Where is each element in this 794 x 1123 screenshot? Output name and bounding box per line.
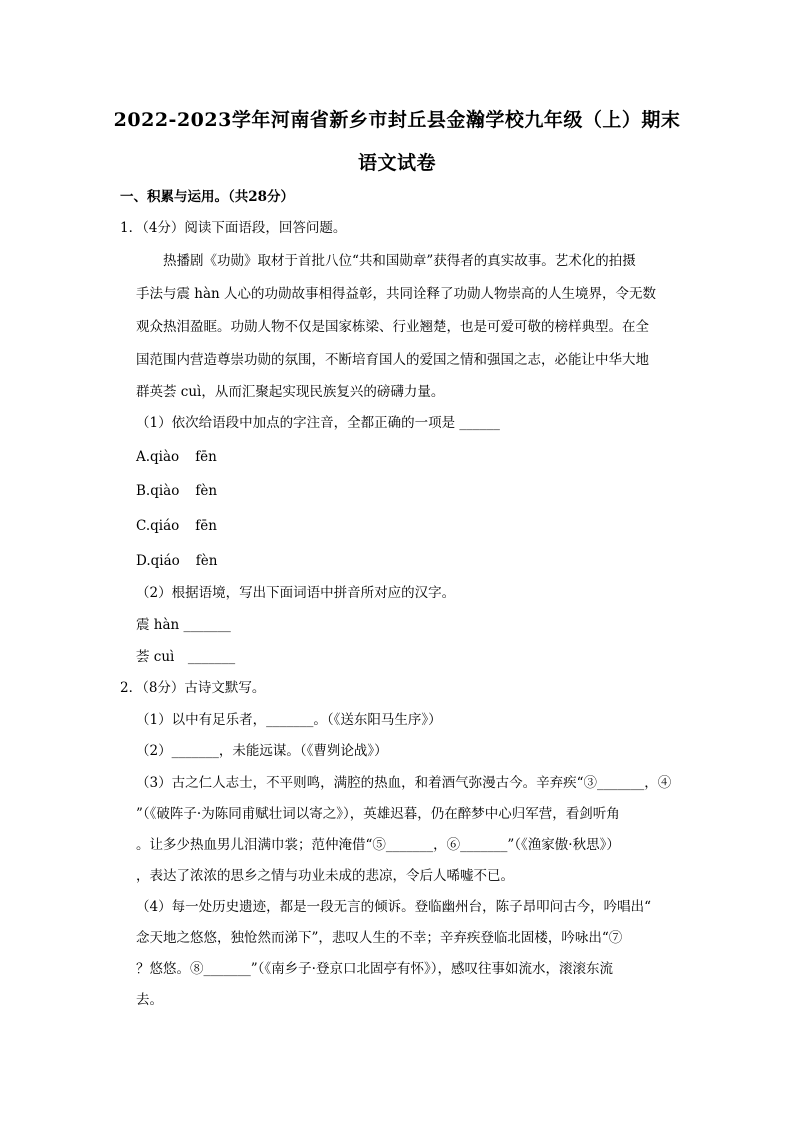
poem-line: （1）以中有足乐者，_______。（《送东阳马生序》） (136, 712, 442, 728)
fill-blank-item: 震 hàn _______ (136, 617, 231, 633)
poem-line: （4）每一处历史遗迹，都是一段无言的倾诉。登临幽州台，陈子昂叩问古今，吟唱出“ (136, 899, 651, 915)
question-2-stem: 2．（8分）古诗文默写。 (120, 680, 266, 696)
poem-line: ？悠悠。⑧_______”（《南乡子·登京口北固亭有怀》），感叹往事如流水，滚滚东流 (136, 961, 613, 977)
option-letter: A.qiào (136, 449, 180, 465)
page-title-line1: 2022-2023学年河南省新乡市封丘县金瀚学校九年级（上）期末 (113, 109, 681, 131)
passage-line: 群英荟 cuì，从而汇聚起实现民族复兴的磅礴力量。 (136, 384, 445, 400)
poem-line: ，表达了浓浓的思乡之情与功业未成的悲凉，令后人唏嘘不已。 (136, 868, 514, 884)
option-letter: D.qiáo (136, 553, 180, 569)
poem-line: 去。 (136, 992, 163, 1008)
sub-question-2: （2）根据语境，写出下面词语中拼音所对应的汉字。 (136, 585, 456, 601)
option-b (136, 482, 217, 500)
page-title-line2: 语文试卷 (357, 152, 436, 174)
option-letter: C.qiáo (136, 518, 180, 534)
option-d (136, 552, 217, 570)
sub-question-1: （1）依次给语段中加点的字注音，全都正确的一项是 ______ (136, 415, 500, 431)
option-pinyin: fèn (195, 553, 218, 569)
section-heading: 一、积累与运用。（共28分） (120, 189, 295, 205)
fill-blank-item: 荟 cuì _______ (136, 649, 236, 665)
poem-line: 念天地之悠悠，独怆然而涕下”，悲叹人生的不幸；辛弃疾登临北固楼，吟咏出“⑦ (136, 930, 623, 946)
question-1-stem: 1．（4分）阅读下面语段，回答问题。 (120, 220, 347, 236)
poem-line: ”（《破阵子·为陈同甫赋壮词以寄之》），英雄迟暮，仍在醉梦中心归军营，看剑听角 (136, 806, 620, 822)
poem-line: （3）古之仁人志士，不平则鸣，满腔的热血，和着酒气弥漫古今。辛弃疾“③_______，④ (136, 775, 672, 791)
option-pinyin: fēn (195, 449, 217, 465)
option-c (136, 517, 217, 535)
passage-line: 热播剧《功勋》取材于首批八位“共和国勋章”获得者的真实故事。艺术化的拍摄 (163, 253, 636, 269)
passage-line: 手法与震 hàn 人心的功勋故事相得益彰，共同诠释了功勋人物崇高的人生境界，令无数 (136, 286, 657, 302)
passage-line: 观众热泪盈眶。功勋人物不仅是国家栋梁、行业翘楚，也是可爱可敬的榜样典型。在全 (136, 319, 649, 335)
passage-line: 国范围内营造尊崇功勋的氛围，不断培育国人的爱国之情和强国之志，必能让中华大地 (136, 352, 649, 368)
option-pinyin: fèn (195, 483, 218, 499)
poem-line: （2）_______，未能远谋。（《曹刿论战》） (136, 743, 388, 759)
poem-line: 。让多少热血男儿泪满巾裳；范仲淹借“⑤_______，⑥_______”（《渔家傲·秋思》） (136, 837, 620, 853)
option-letter: B.qiào (136, 483, 180, 499)
option-a (136, 448, 217, 466)
option-pinyin: fēn (195, 518, 217, 534)
